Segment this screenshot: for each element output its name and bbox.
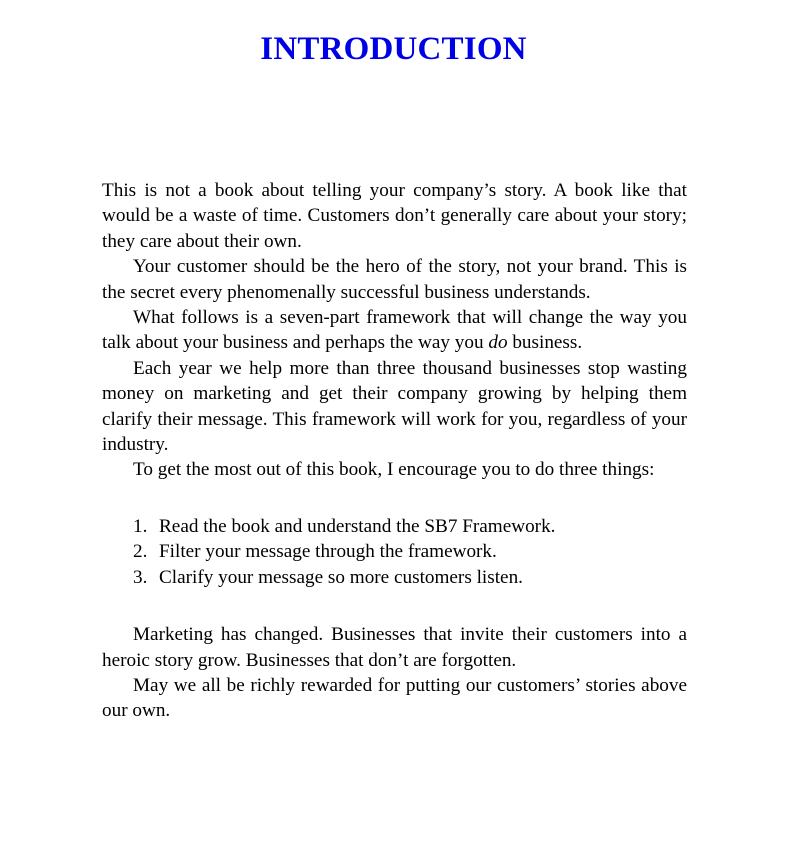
paragraph-6: Marketing has changed. Businesses that invite their customers into a heroic story grow. Businesses that don’t are forgotten. (102, 624, 687, 671)
list-item-text: Clarify your message so more customers listen. (159, 566, 523, 588)
chapter-body (102, 178, 687, 724)
emphasis-do: do (488, 332, 508, 354)
list-item-text: Read the book and understand the SB7 Framework. (159, 515, 556, 537)
steps-list (102, 514, 687, 590)
list-number: 1. (133, 515, 148, 537)
list-item (102, 565, 687, 590)
paragraph-7: May we all be richly rewarded for putting our customers’ stories above our own. (102, 674, 687, 722)
paragraph-framework-after: business. (507, 332, 583, 354)
list-number: 2. (133, 541, 148, 563)
list-item-text: Filter your message through the framework. (159, 541, 497, 563)
list-item (102, 539, 687, 564)
paragraph-2: Your customer should be the hero of the story, not your brand. This is the secret every phenomenally successful business understands. (102, 256, 687, 303)
chapter-title: INTRODUCTION (260, 31, 527, 67)
paragraph-5: To get the most out of this book, I encourage you to do three things: (133, 459, 655, 481)
paragraph-framework (102, 305, 687, 356)
list-item (102, 514, 687, 539)
list-number: 3. (133, 566, 148, 588)
paragraph-1: This is not a book about telling your company’s story. A book like that would be a waste of time. Customers don’t generally care about your story; they care about their own. (102, 180, 687, 252)
paragraph-4: Each year we help more than three thousand businesses stop wasting money on marketing and get their company growing by helping them clarify their message. This framework will work for you, regardless of your industry. (102, 357, 687, 456)
paragraph-framework-before: What follows is a seven-part framework that will change the way you talk about your business and perhaps the way you (102, 307, 687, 354)
